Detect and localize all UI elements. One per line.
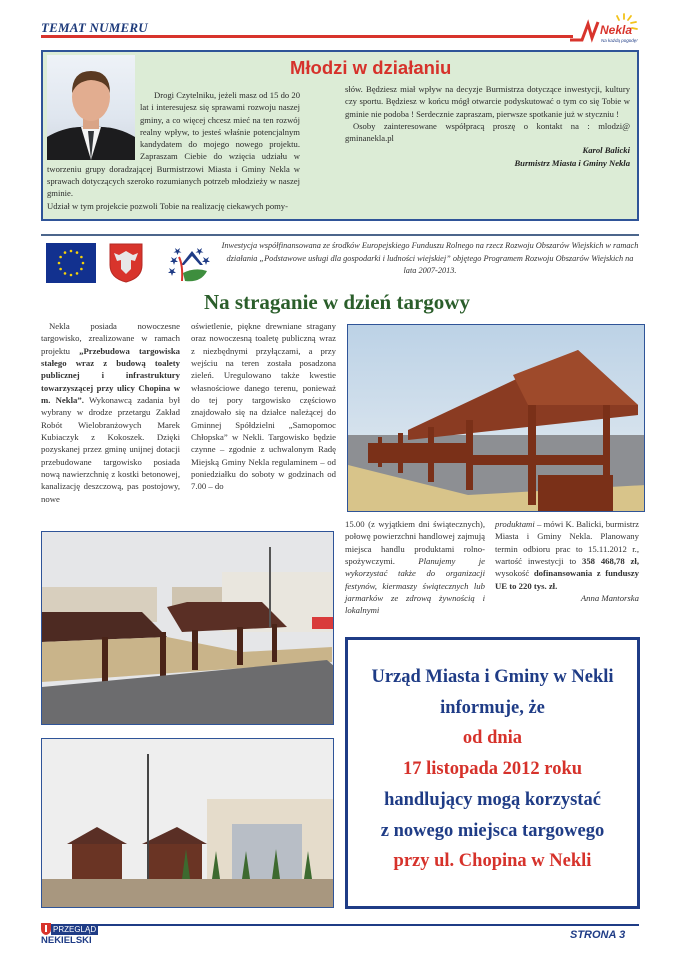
investment-value: 358 468,78 zł,: [581, 556, 639, 567]
notice-date: 17 listopada 2012 roku: [402, 759, 583, 780]
quote-text: produktami: [495, 519, 535, 529]
youth-text-col-a: Drogi Czytelniku, jeżeli masz od 15 do 20 lat i interesujesz się sprawami rozwoju naszej gminy, a co więcej chcesz mieć na ten rozwój realny wpływ, to jesteś właśnie potencjalnym kandydatem do mojego nowego projektu. Zapraszam Ciebie do wzięcia udziału w tworzeniu grupy doradzającej Burmistrzowi Miasta i Gminy Nekla w sprawach dotyczących szeroko rozumianych potrzeb młodzieży w naszej gminie.: [47, 90, 300, 199]
header-rule: [41, 35, 573, 38]
youth-text-col-a-wrap: [47, 89, 300, 212]
notice-line: od dnia: [462, 728, 523, 749]
youth-title: Młodzi w działaniu: [290, 57, 452, 78]
quote-text: Planujemy je wykorzystać także do organizacji festynów, kiermaszy świątecznych lub jarmarków ze zdrową żywnością i lokalnymi: [345, 556, 485, 616]
article-title: Na straganie w dzień targowy: [204, 290, 470, 314]
notice-line: informuje, że: [440, 697, 545, 718]
signature-role: Burmistrz Miasta i Gminy Nekla: [514, 157, 630, 168]
toilet-building-photo: [41, 738, 334, 908]
article-text: Wykonawcą zadania był wybrany w drodze przetargu Zakład Robót Wielobranżowych Marek Kubiaczyk z Kokoszek. Dzięki pozyskanej przez gminę unijnej dotacji przebudowane targowisko posiada nową nawierzchnię z kostki betonowej, kanalizację deszczową, pas postojowy, nowe: [41, 395, 180, 504]
market-square-photo: [41, 531, 334, 725]
sun-icon: [568, 10, 640, 46]
market-stalls-photo: [347, 324, 645, 512]
eu-flag-icon: [46, 243, 96, 283]
youth-text-col-b: [345, 83, 630, 169]
article-text: – mówi K. Balicki, burmistrz Miasta i Gminy Nekla. Planowany termin odbioru prac to 15.11.2012 r., wartość inwestycji to: [495, 519, 639, 567]
nekla-logo: [568, 10, 640, 46]
prow-logo-icon: [165, 243, 211, 285]
notice-line: z nowego miejsca targowego: [380, 820, 605, 841]
funding-rule: [41, 234, 639, 236]
article-text: wysokość: [495, 568, 534, 579]
article-col-2: oświetlenie, piękne drewniane stragany oraz nowoczesną toaletę publiczną wraz z niezbędnymi przyłączami, a przy wejściu na teren została posadzona zieleń. Uregulowano także kwestie własnościowe danego terenu, ponieważ do tej pory targowisko częściowo znajdowało się na działce należącej do Gminnej Spółdzielni „Samopomoc Chłopska” w Nekli. Targowisko będzie czynne – zgodnie z uchwalonym Radę Miejską Gminy Nekla regulaminem – od poniedziałku do soboty w godzinach od 7.00 – do: [191, 321, 336, 492]
notice-address: przy ul. Chopina w Nekli: [393, 851, 592, 872]
youth-paragraph: słów. Będziesz miał wpływ na decyzje Burmistrza dotyczące inwestycji, kultury czy sportu. Będziesz w końcu mógł otwarcie podyskutować o tym co się Tobie w gminie nie podoba ! Serdecznie zapraszam, pierwsze spotkanie już w styczniu !: [345, 84, 630, 119]
logo-tagline: Na każdą pogodę!: [601, 38, 638, 43]
article-author: Anna Mantorska: [580, 593, 639, 604]
article-col-3: [345, 518, 485, 617]
notice-line: handlujący mogą korzystać: [384, 789, 601, 810]
brand-bottom: NEKIELSKI: [41, 935, 92, 946]
przeglad-nekielski-logo: [41, 923, 98, 946]
signature-name: Karol Balicki: [582, 145, 630, 156]
funding-note: Inwestycja współfinansowana ze środków Europejskiego Funduszu Rolnego na rzecz Rozwoju Obszarów Wiejskich w ramach działania „Podstawowe usługi dla gospodarki i ludności wiejskiej” objętego Programem Rozwoju Obszarów Wiejskich na lata 2007-2013.: [221, 241, 639, 275]
page-number: STRONA 3: [570, 929, 626, 941]
article-col-1: [41, 320, 180, 505]
eu-funding-amount: dofinansowania z funduszy UE to 220 tys. zł.: [495, 568, 639, 591]
notice-line: Urząd Miasta i Gminy w Nekli: [371, 667, 614, 687]
article-text: Nekla posiada nowoczesne targowisko, zrealizowane w ramach projektu: [41, 321, 180, 356]
wielkopolska-crest-icon: [109, 243, 143, 283]
section-title: TEMAT NUMERU: [41, 20, 148, 35]
youth-contact: Osoby zainteresowane współpracą proszę o kontakt na : mlodzi@ gminanekla.pl: [345, 120, 630, 144]
footer-rule: [96, 924, 639, 926]
youth-text-col-a-last: Udział w tym projekcie pozwoli Tobie na realizację ciekawych pomy-: [47, 200, 288, 211]
shield-icon: [41, 923, 51, 935]
portrait-spacer: [47, 89, 140, 162]
brand-top: PRZEGLĄD: [53, 924, 97, 934]
project-name: „Przebudowa targowiska stałego wraz z budową toalety publicznej i infrastruktury towarzyszącej przy ulicy Chopina w m. Nekla”.: [41, 345, 180, 406]
logo-name: Nekla: [600, 23, 633, 37]
article-text: 15.00 (z wyjątkiem dni świątecznych), połowę powierzchni handlowej zajmują miejsca handlu produktami rolno-spożywczymi.: [345, 519, 485, 567]
notice-box: [345, 637, 640, 909]
article-col-4: [495, 518, 639, 604]
